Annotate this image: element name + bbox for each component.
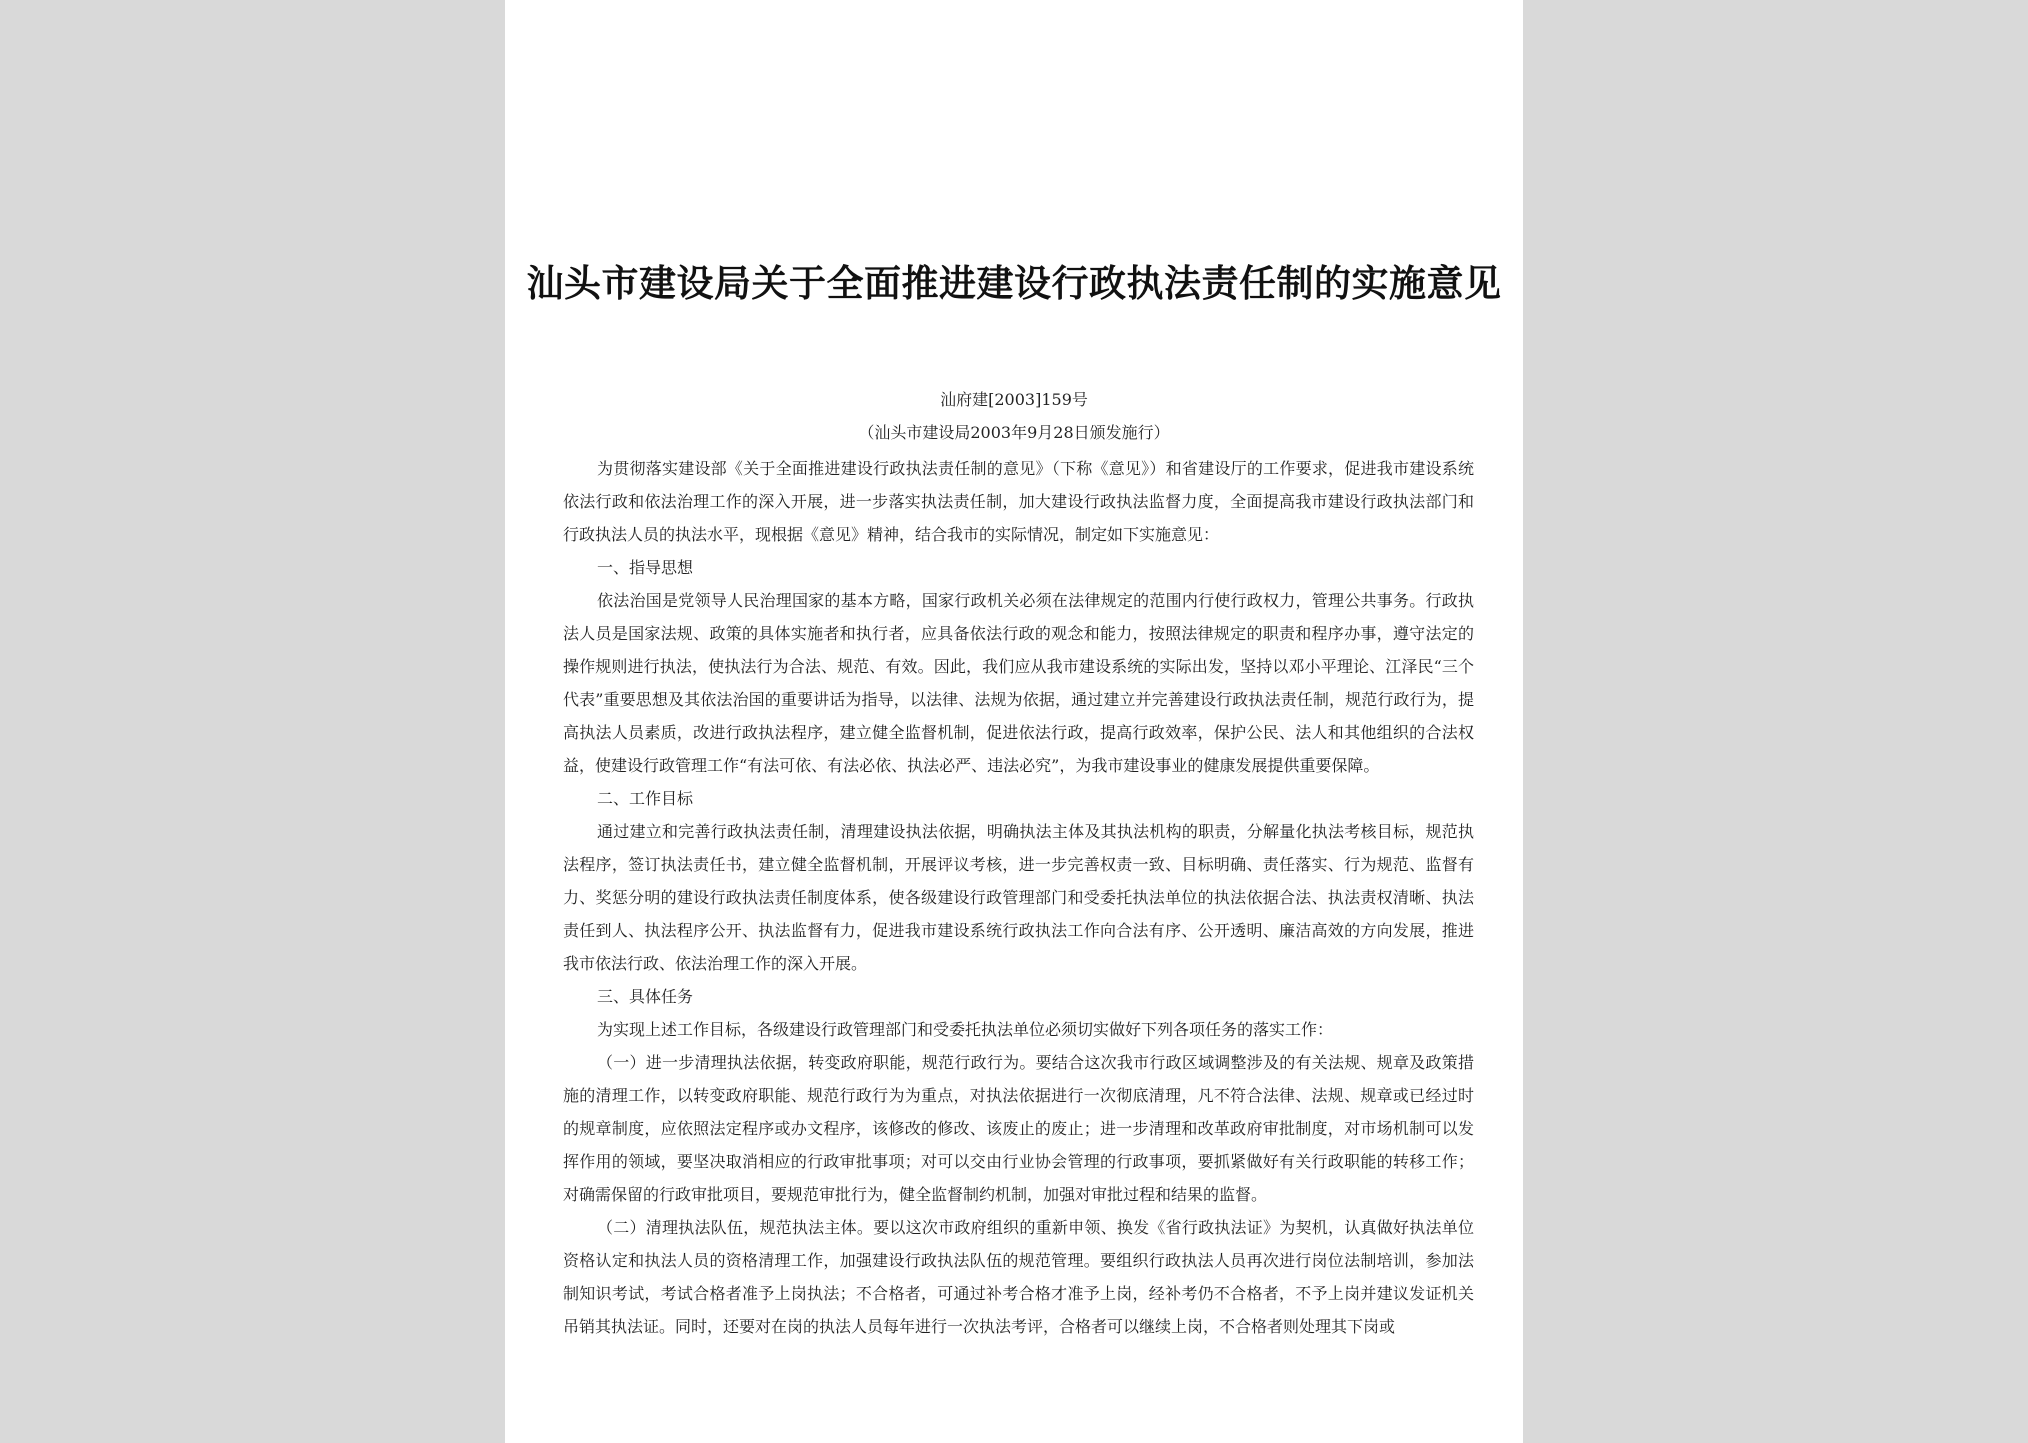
issued-note: （汕头市建设局2003年9月28日颁发施行） [858,423,1170,442]
document-body [563,452,1474,1343]
paragraph-tasks-intro: 为实现上述工作目标，各级建设行政管理部门和受委托执法单位必须切实做好下列各项任务的落实工作： [597,1020,1334,1039]
heading-specific-tasks: 三、具体任务 [597,987,694,1006]
paragraph-work-goals: 通过建立和完善行政执法责任制，清理建设执法依据，明确执法主体及其执法机构的职责，分解量化执法考核目标，规范执法程序，签订执法责任书，建立健全监督机制，开展评议考核，进一步完善权责一致、目标明确、责任落实、行为规范、监督有力、奖惩分明的建设行政执法责任制度体系，使各级建设行政管理部门和受委托执法单位的执法依据合法、执法责权清晰、执法责任到人、执法程序公开、执法监督有力，促进我市建设系统行政执法工作向合法有序、公开透明、廉洁高效的方向发展，推进我市依法行政、依法治理工作的深入开展。 [563,822,1474,973]
heading-work-goals: 二、工作目标 [597,789,694,808]
paragraph-task-1: （一）进一步清理执法依据，转变政府职能，规范行政行为。要结合这次我市行政区域调整涉及的有关法规、规章及政策措施的清理工作，以转变政府职能、规范行政行为为重点，对执法依据进行一次彻底清理，凡不符合法律、法规、规章或已经过时的规章制度，应依照法定程序或办文程序，该修改的修改、该废止的废止；进一步清理和改革政府审批制度，对市场机制可以发挥作用的领域，要坚决取消相应的行政审批事项；对可以交由行业协会管理的行政事项，要抓紧做好有关行政职能的转移工作；对确需保留的行政审批项目，要规范审批行为，健全监督制约机制，加强对审批过程和结果的监督。 [563,1053,1474,1204]
document-number: 汕府建[2003]159号 [940,390,1088,409]
document-page [505,0,1523,1443]
paragraph-task-2: （二）清理执法队伍，规范执法主体。要以这次市政府组织的重新申领、换发《省行政执法证》为契机，认真做好执法单位资格认定和执法人员的资格清理工作，加强建设行政执法队伍的规范管理。要组织行政执法人员再次进行岗位法制培训，参加法制知识考试，考试合格者准予上岗执法；不合格者，可通过补考合格才准予上岗，经补考仍不合格者，不予上岗并建议发证机关吊销其执法证。同时，还要对在岗的执法人员每年进行一次执法考评，合格者可以继续上岗，不合格者则处理其下岗或 [563,1218,1474,1336]
paragraph-intro: 为贯彻落实建设部《关于全面推进建设行政执法责任制的意见》（下称《意见》）和省建设厅的工作要求，促进我市建设系统依法行政和依法治理工作的深入开展，进一步落实执法责任制，加大建设行政执法监督力度，全面提高我市建设行政执法部门和行政执法人员的执法水平，现根据《意见》精神，结合我市的实际情况，制定如下实施意见： [563,459,1474,544]
paragraph-guiding-thought: 依法治国是党领导人民治理国家的基本方略，国家行政机关必须在法律规定的范围内行使行政权力，管理公共事务。行政执法人员是国家法规、政策的具体实施者和执行者，应具备依法行政的观念和能力，按照法律规定的职责和程序办事，遵守法定的操作规则进行执法，使执法行为合法、规范、有效。因此，我们应从我市建设系统的实际出发，坚持以邓小平理论、江泽民“三个代表”重要思想及其依法治国的重要讲话为指导，以法律、法规为依据，通过建立并完善建设行政执法责任制，规范行政行为，提高执法人员素质，改进行政执法程序，建立健全监督机制，促进依法行政，提高行政效率，保护公民、法人和其他组织的合法权益，使建设行政管理工作“有法可依、有法必依、执法必严、违法必究”，为我市建设事业的健康发展提供重要保障。 [563,591,1474,775]
heading-guiding-thought: 一、指导思想 [597,558,694,577]
document-title: 汕头市建设局关于全面推进建设行政执法责任制的实施意见 [526,261,1502,305]
